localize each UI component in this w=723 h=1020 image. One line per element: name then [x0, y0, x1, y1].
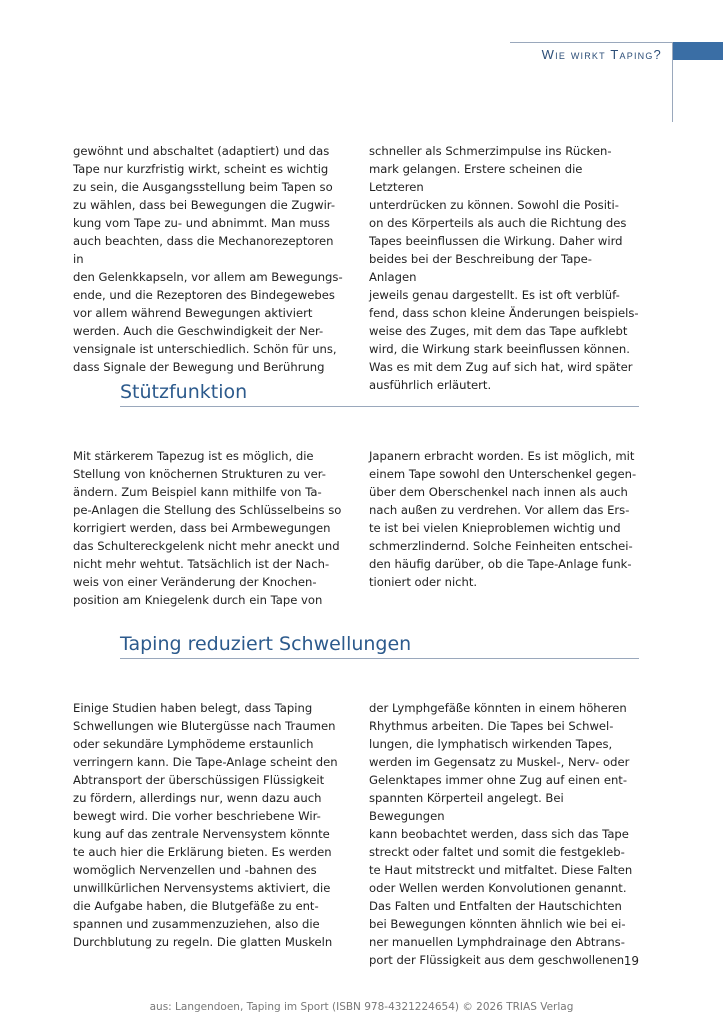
text-column-left	[73, 429, 343, 627]
paragraph: Japanern erbracht worden. Es ist möglich, mit einem Tape sowohl den Unterschenkel gegen- über dem Oberschenkel nach innen als auch nach außen zu verdrehen. Vor allem das Ers- te ist bei vielen Knieproblemen wichtig und schmerzlindernd. Solche Feinheiten entschei- den häufig darüber, ob die Tape-Anlage funk- tioniert oder nicht.	[369, 449, 637, 589]
paragraph: Einige Studien haben belegt, dass Taping Schwellungen wie Blutergüsse nach Traumen oder sekundäre Lymphödeme erstaunlich verringern kann. Die Tape-Anlage scheint den Abtransport der überschüssigen Flüssigkeit zu fördern, allerdings nur, wenn dazu auch bewegt wird. Die vorher beschriebene Wir- kung auf das zentrale Nervensystem könnte te auch hier die Erklärung bieten. Es werden womöglich Nervenzellen und -bahnen des unwillkürlichen Nervensystems aktiviert, die die Aufgabe haben, die Blutgefäße zu ent- spannen und zusammenzuziehen, also die Durchblutung zu regeln. Die glatten Muskeln	[73, 701, 338, 949]
section-2-body	[73, 429, 639, 627]
page-number: 19	[623, 954, 639, 968]
section-title: Taping reduziert Schwellungen	[120, 633, 412, 655]
paragraph: gewöhnt und abschaltet (adaptiert) und das Tape nur kurzfristig wirkt, scheint es wichtig zu sein, die Ausgangsstellung beim Tapen so zu wählen, dass bei Bewegungen die Zugwir- kung vom Tape zu- und abnimmt. Man muss auch beachten, dass die Mechanorezeptoren in den Gelenkkapseln, vor allem am Bewegungs- ende, und die Rezeptoren des Bindegewebes vor allem während Bewegungen aktiviert werden. Auch die Geschwindigkeit der Ner- vensignale ist unterschiedlich. Schön für uns, dass Signale der Bewegung und Berührung	[73, 144, 343, 374]
header-vertical-rule	[672, 42, 673, 122]
paragraph: schneller als Schmerzimpulse ins Rücken- mark gelangen. Erstere scheinen die Letzteren unterdrücken zu können. Sowohl die Positi- on des Körperteils als auch die Richtung des Tapes beeinflussen die Wirkung. Daher wird beides bei der Beschreibung der Tape-Anlagen jeweils genau dargestellt. Es ist oft verblüf- fend, dass schon kleine Änderungen beispiels- weise des Zuges, mit dem das Tape aufklebt wird, die Wirkung stark beeinflussen können. Was es mit dem Zug auf sich hat, wird später ausführlich erläutert.	[369, 144, 639, 392]
section-3-body	[73, 681, 639, 987]
paragraph: der Lymphgefäße könnten in einem höheren Rhythmus arbeiten. Die Tapes bei Schwel- lungen, die lymphatisch wirkenden Tapes, werden im Gegensatz zu Muskel-, Nerv- oder Gelenktapes immer ohne Zug auf einen ent- spannten Körperteil angelegt. Bei Bewegungen kann beobachtet werden, dass sich das Tape streckt oder faltet und somit die festgekleb- te Haut mitstreckt und mitfaltet. Diese Falten oder Wellen werden Konvolutionen genannt. Das Falten und Entfalten der Hautschichten bei Bewegungen könnten ähnlich wie bei ei- ner manuellen Lymphdrainage den Abtrans- port der Flüssigkeit aus dem geschwollenen	[369, 701, 633, 967]
section-heading-stuetzfunktion	[120, 374, 639, 407]
section-heading-schwellungen	[120, 626, 639, 659]
copyright-footer: aus: Langendoen, Taping im Sport (ISBN 978-4321224654) © 2026 TRIAS Verlag	[149, 1001, 574, 1013]
section-title: Stützfunktion	[120, 381, 248, 403]
running-header	[0, 42, 723, 122]
text-column-left	[73, 681, 343, 987]
text-column-right	[369, 429, 639, 627]
header-rule	[510, 42, 672, 43]
section-1-body	[73, 124, 639, 412]
paragraph: Mit stärkerem Tapezug ist es möglich, die Stellung von knöchernen Strukturen zu ver- ändern. Zum Beispiel kann mithilfe von Ta- pe-Anlagen die Stellung des Schlüsselbeins so korrigiert werden, dass bei Armbewegungen das Schultereckgelenk nicht mehr aneckt und nicht mehr wehtut. Tatsächlich ist der Nach- weis von einer Veränderung der Knochen- position am Kniegelenk durch ein Tape von	[73, 449, 342, 607]
text-column-left	[73, 124, 343, 412]
text-column-right	[369, 124, 639, 412]
text-column-right	[369, 681, 639, 987]
header-accent-bar	[672, 42, 723, 60]
running-title: Wie wirkt Taping?	[541, 47, 662, 62]
